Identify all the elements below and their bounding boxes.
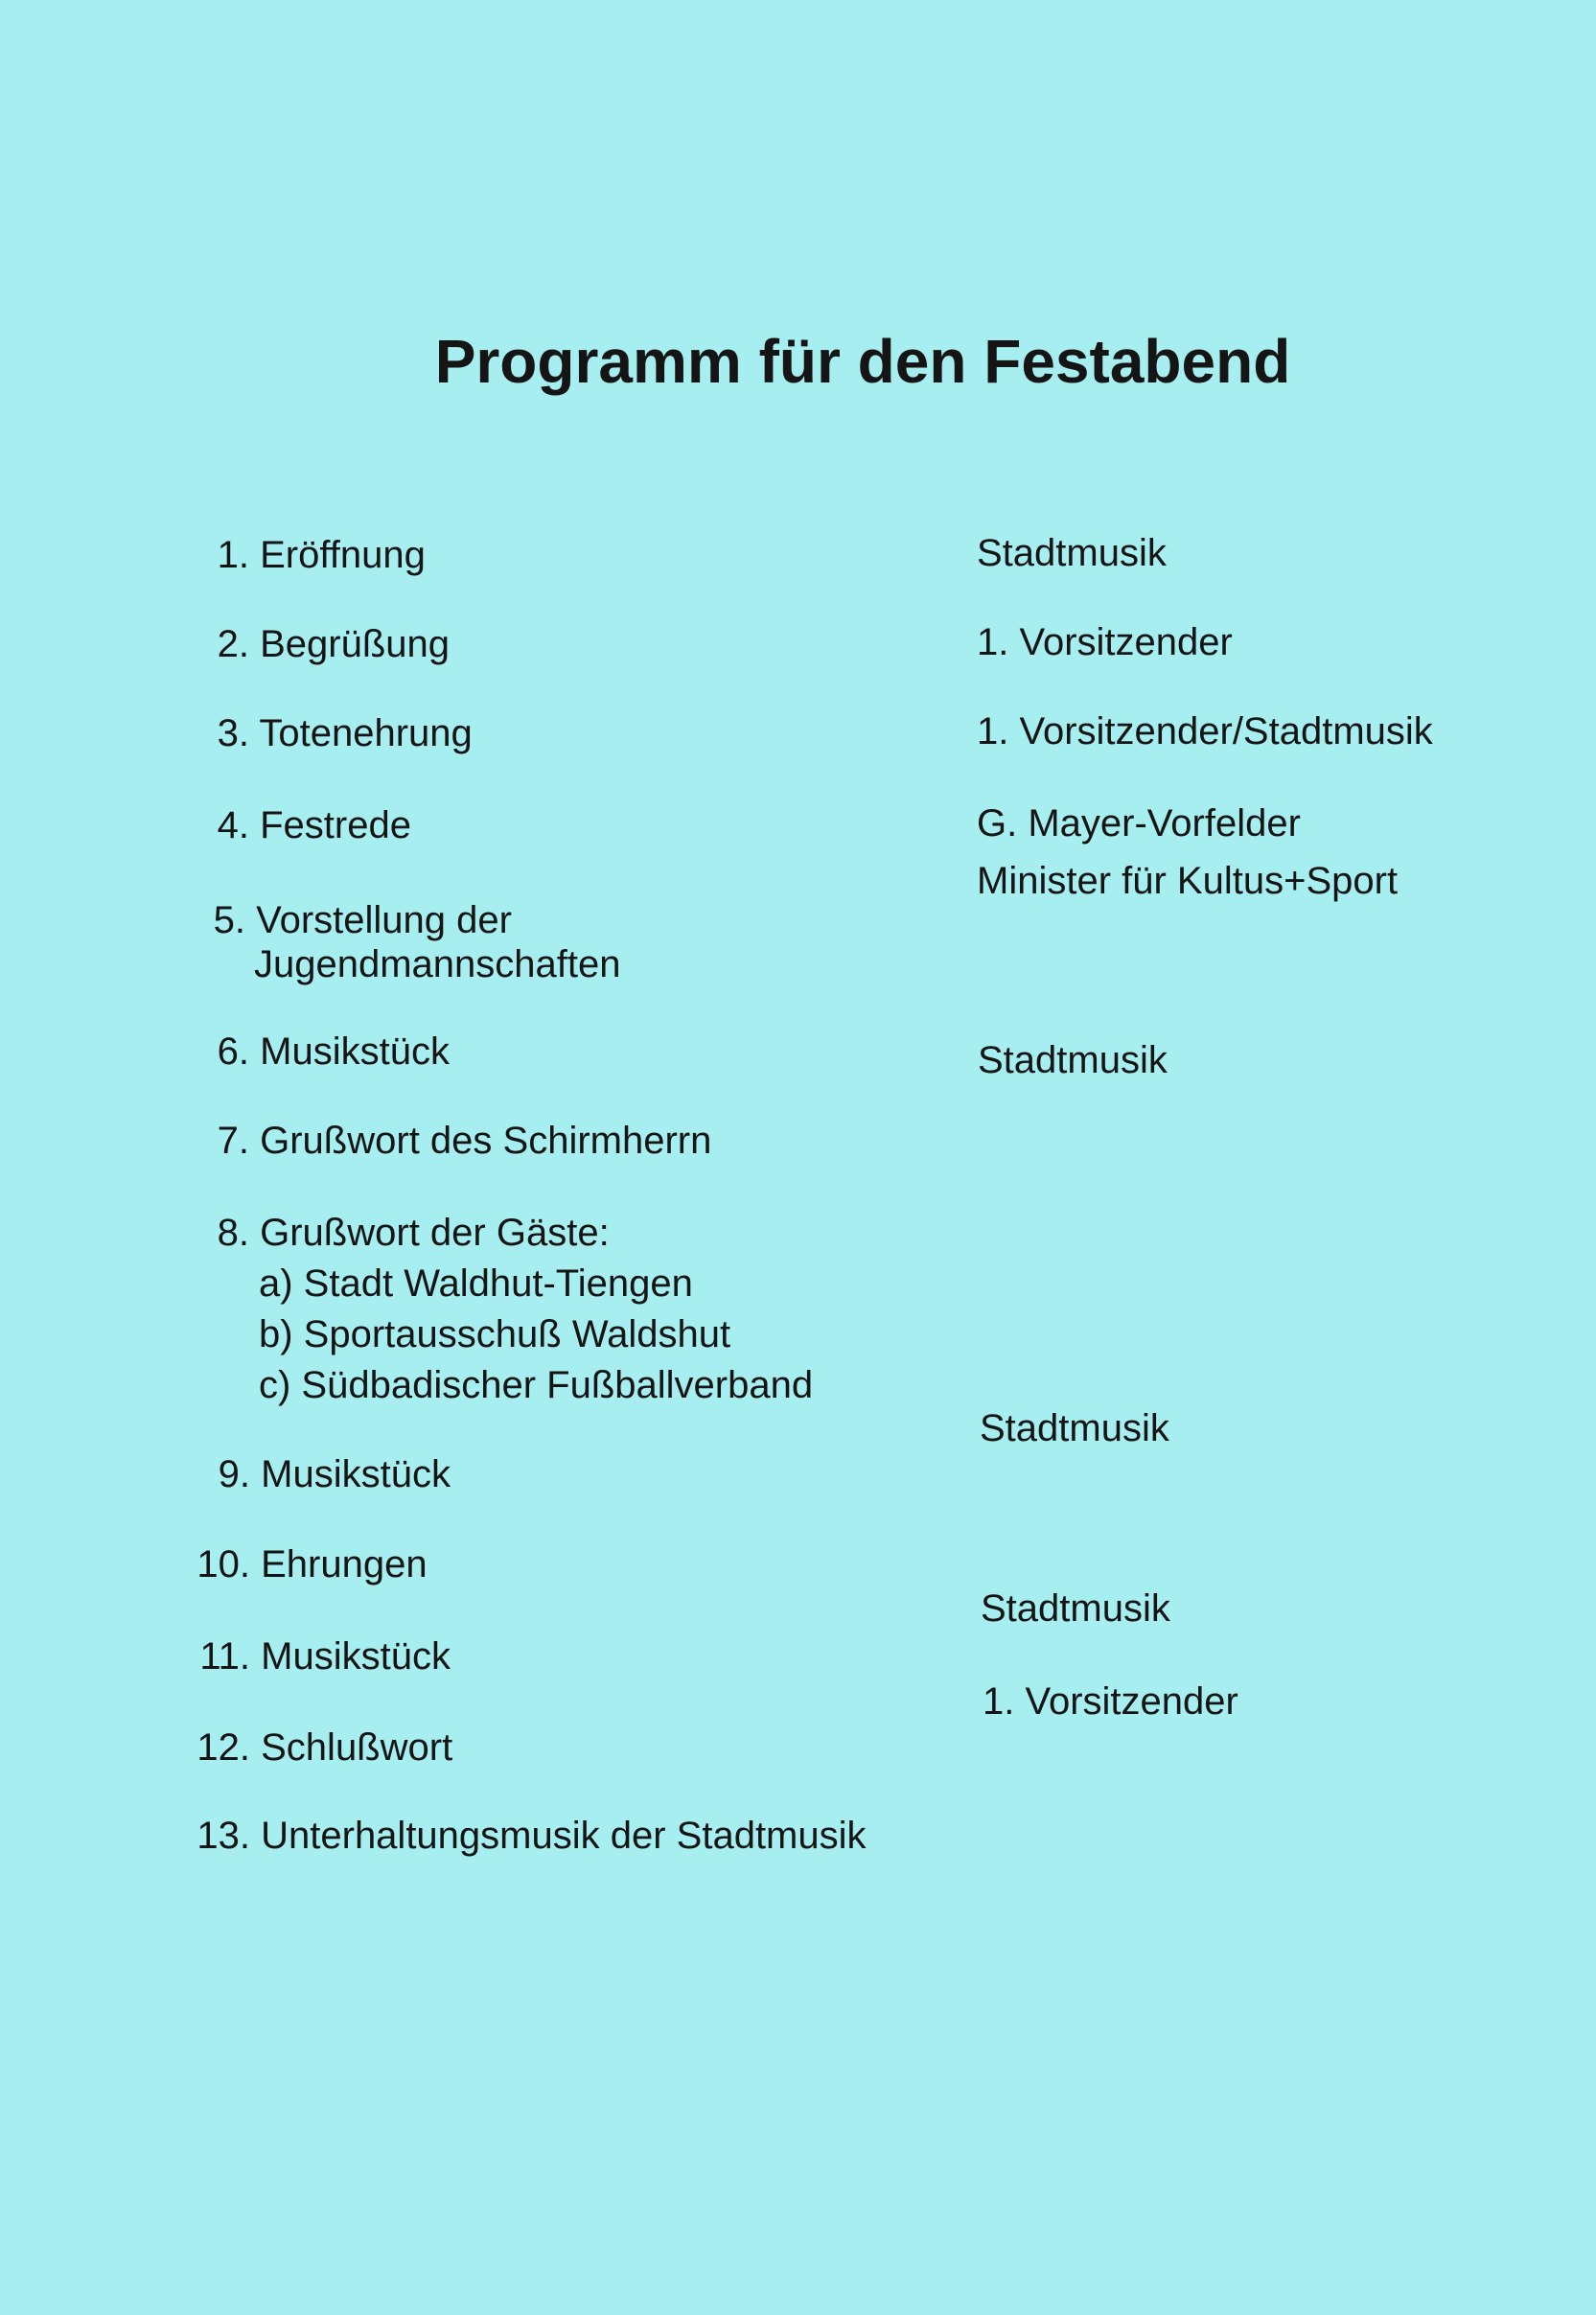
performer-text: 1. Vorsitzender <box>977 621 1233 663</box>
item-label: Eröffnung <box>260 534 426 576</box>
performer-text: Stadtmusik <box>978 1039 1168 1081</box>
page-title: Programm für den Festabend <box>434 327 1291 396</box>
list-item-continuation: Jugendmannschaften <box>254 943 621 985</box>
item-label: Ehrungen <box>261 1543 428 1586</box>
performer-text: 1. Vorsitzender/Stadtmusik <box>977 710 1433 752</box>
list-item <box>173 1027 450 1076</box>
item-label: Vorstellung der <box>256 899 512 941</box>
item-label: Musikstück <box>261 1453 451 1495</box>
sub-item: a) Stadt Waldhut-Tiengen <box>259 1262 693 1305</box>
performer-text: Stadtmusik <box>981 1587 1170 1630</box>
sub-item: b) Sportausschuß Waldshut <box>259 1313 731 1355</box>
item-number: 12. <box>197 1726 250 1769</box>
item-label: Musikstück <box>261 1635 451 1678</box>
item-label: Musikstück <box>260 1030 450 1073</box>
performer-text: Stadtmusik <box>980 1407 1169 1449</box>
list-item <box>169 895 512 945</box>
item-number: 10. <box>197 1543 250 1586</box>
item-label: Begrüßung <box>260 623 451 665</box>
list-item <box>173 1723 452 1772</box>
item-number: 1. <box>217 534 249 576</box>
list-item <box>173 1811 867 1861</box>
performer-text: Minister für Kultus+Sport <box>977 860 1399 902</box>
list-item <box>173 1208 610 1258</box>
performer-text: G. Mayer-Vorfelder <box>977 802 1301 845</box>
item-number: 8. <box>217 1212 249 1254</box>
item-label: Schlußwort <box>261 1726 453 1769</box>
sub-item: c) Südbadischer Fußballverband <box>259 1364 814 1406</box>
list-item <box>173 530 426 580</box>
list-item <box>173 1632 451 1681</box>
item-number: 3. <box>217 712 249 754</box>
list-item <box>173 1539 428 1589</box>
item-label: Unterhaltungsmusik der Stadtmusik <box>261 1815 867 1857</box>
item-label: Grußwort des Schirmherrn <box>260 1120 712 1162</box>
list-item <box>173 708 473 758</box>
item-number: 7. <box>217 1120 249 1162</box>
performer-text: Stadtmusik <box>977 532 1167 574</box>
item-number: 13. <box>197 1815 250 1857</box>
item-number: 11. <box>199 1635 250 1678</box>
item-label: Grußwort der Gäste: <box>260 1212 610 1254</box>
list-item <box>173 619 450 669</box>
item-number: 5. <box>213 899 245 941</box>
list-item <box>173 800 411 850</box>
item-number: 4. <box>217 804 249 846</box>
item-number: 9. <box>218 1453 250 1495</box>
list-item <box>173 1116 711 1166</box>
list-item <box>173 1449 451 1499</box>
performer-text: 1. Vorsitzender <box>983 1680 1238 1723</box>
item-label: Festrede <box>260 804 411 846</box>
item-number: 6. <box>217 1030 249 1073</box>
item-label: Totenehrung <box>259 712 473 754</box>
item-number: 2. <box>217 623 249 665</box>
